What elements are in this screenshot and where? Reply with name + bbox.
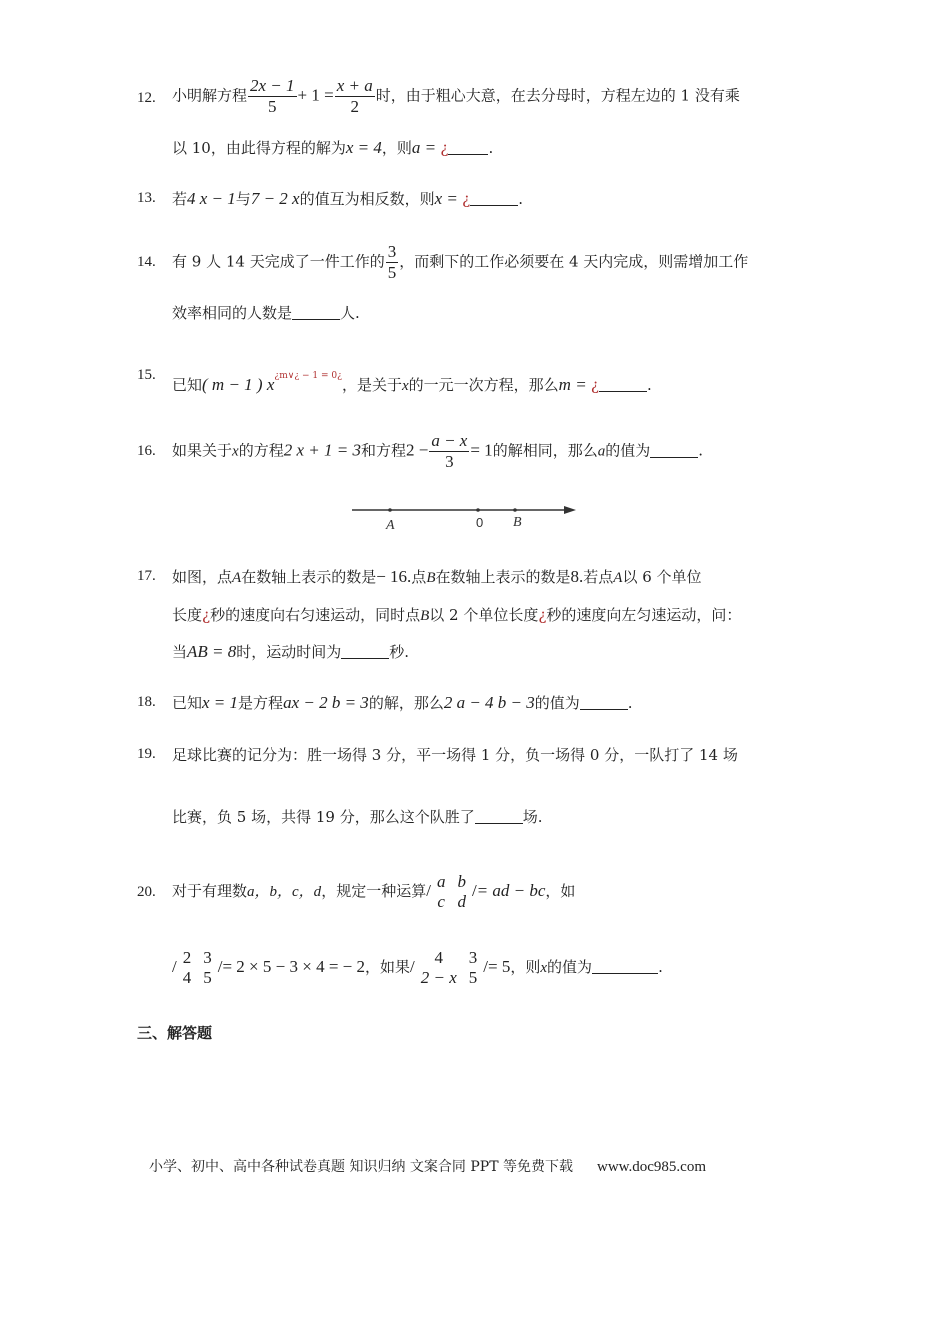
answer-blank — [650, 443, 698, 458]
problem-17-line-3: 当AB = 8时，运动时间为 秒. — [172, 642, 410, 661]
problem-13-line: 若4 x − 1与7 − 2 x的值互为相反数，则x = ¿ . — [172, 189, 523, 208]
determinant-definition: a b c d — [436, 872, 466, 911]
problem-15-number: 15. — [137, 367, 156, 383]
origin-dot — [476, 508, 480, 512]
problem-20-line-1: 对于有理数a，b，c，d，规定一种运算/ a b c d /= ad − bc，如 — [172, 872, 576, 911]
problem-14-number: 14. — [137, 254, 156, 270]
label-zero: 0 — [476, 515, 484, 530]
problem-17-line-2: 长度¿秒的速度向右匀速运动，同时点B以 2 个单位长度¿秒的速度向左匀速运动，问： — [172, 606, 742, 624]
problem-15-line: 已知( m − 1 ) $x^{¿m\vee¿ - 1 = 0¿}$，是关于x的一元一次方程，那么m = ¿ . — [172, 371, 652, 394]
problem-20-number: 20. — [137, 884, 156, 900]
problem-18-number: 18. — [137, 694, 156, 710]
problem-17-line-1: 如图，点A在数轴上表示的数是− 16.点B在数轴上表示的数是8.若点A以 6 个单位 — [172, 567, 702, 586]
answer-blank — [475, 809, 523, 824]
point-b-dot — [513, 508, 517, 512]
fraction: $\frac{x + a}{2}$ — [336, 76, 373, 116]
fraction: $\frac{a - x}{3}$ — [431, 431, 468, 471]
problem-19-line-1: 足球比赛的记分为：胜一场得 3 分，平一场得 1 分，负一场得 0 分，一队打了 14 场 — [172, 746, 738, 764]
answer-blank — [592, 959, 658, 974]
label-a: A — [386, 518, 395, 533]
fraction: $\frac{3}{5}$ — [387, 242, 397, 282]
footer-text: 小学、初中、高中各种试卷真题 知识归纳 文案合同 PPT 等免费下载 — [149, 1159, 573, 1175]
answer-blank — [470, 191, 518, 206]
problem-14-line-1: 有 9 人 14 天完成了一件工作的 $\frac{3}{5}$ ，而剩下的工作必须要在 4 天内完成，则需增加工作 — [172, 242, 749, 282]
problem-12-line-2: 以 10，由此得方程的解为x = 4，则a = ¿ . — [172, 138, 494, 157]
number-line-figure — [350, 500, 582, 534]
point-a-dot — [388, 508, 392, 512]
answer-blank — [599, 377, 647, 392]
problem-17-number: 17. — [137, 568, 156, 584]
problem-18-line: 已知x = 1是方程ax − 2 b = 3的解，那么2 a − 4 b − 3的值为 . — [172, 693, 633, 712]
problem-19-number: 19. — [137, 746, 156, 762]
answer-blank — [341, 644, 389, 659]
fraction: $\frac{2x - 1}{5}$ — [250, 76, 295, 116]
answer-blank — [580, 695, 628, 710]
problem-16-line: 如果关于x的方程2 x + 1 = 3和方程2 − $\frac{a - x}{3}$ = 1的解相同，那么a的值为 . — [172, 431, 703, 471]
problem-12-line-1: 小明解方程 $\frac{2x - 1}{5}$ + 1 = $\frac{x + a}{2}$ 时，由于粗心大意，在去分母时，方程左边的 1 没有乘 — [172, 76, 740, 116]
problem-13-number: 13. — [137, 190, 156, 206]
label-b: B — [513, 515, 522, 530]
footer — [149, 1156, 706, 1176]
determinant-example: 2 3 4 5 — [182, 948, 212, 987]
problem-14-line-2: 效率相同的人数是 人. — [172, 304, 360, 322]
section-heading: 三、解答题 — [137, 1024, 213, 1042]
arrow-head-icon — [564, 506, 576, 514]
problem-12-number: 12. — [137, 90, 156, 106]
answer-blank — [448, 140, 488, 155]
problem-20-line-2: / 2 3 4 5 /= 2 × 5 − 3 × 4 = − 2，如果/ 4 3 2 − x 5 /= 5，则x的值为 . — [172, 948, 663, 987]
answer-blank — [292, 305, 340, 320]
determinant-question: 4 3 2 − x 5 — [420, 948, 478, 987]
problem-19-line-2: 比赛，负 5 场，共得 19 分，那么这个队胜了 场. — [172, 808, 543, 826]
problem-16-number: 16. — [137, 443, 156, 459]
footer-url[interactable]: www.doc985.com — [596, 1159, 706, 1175]
